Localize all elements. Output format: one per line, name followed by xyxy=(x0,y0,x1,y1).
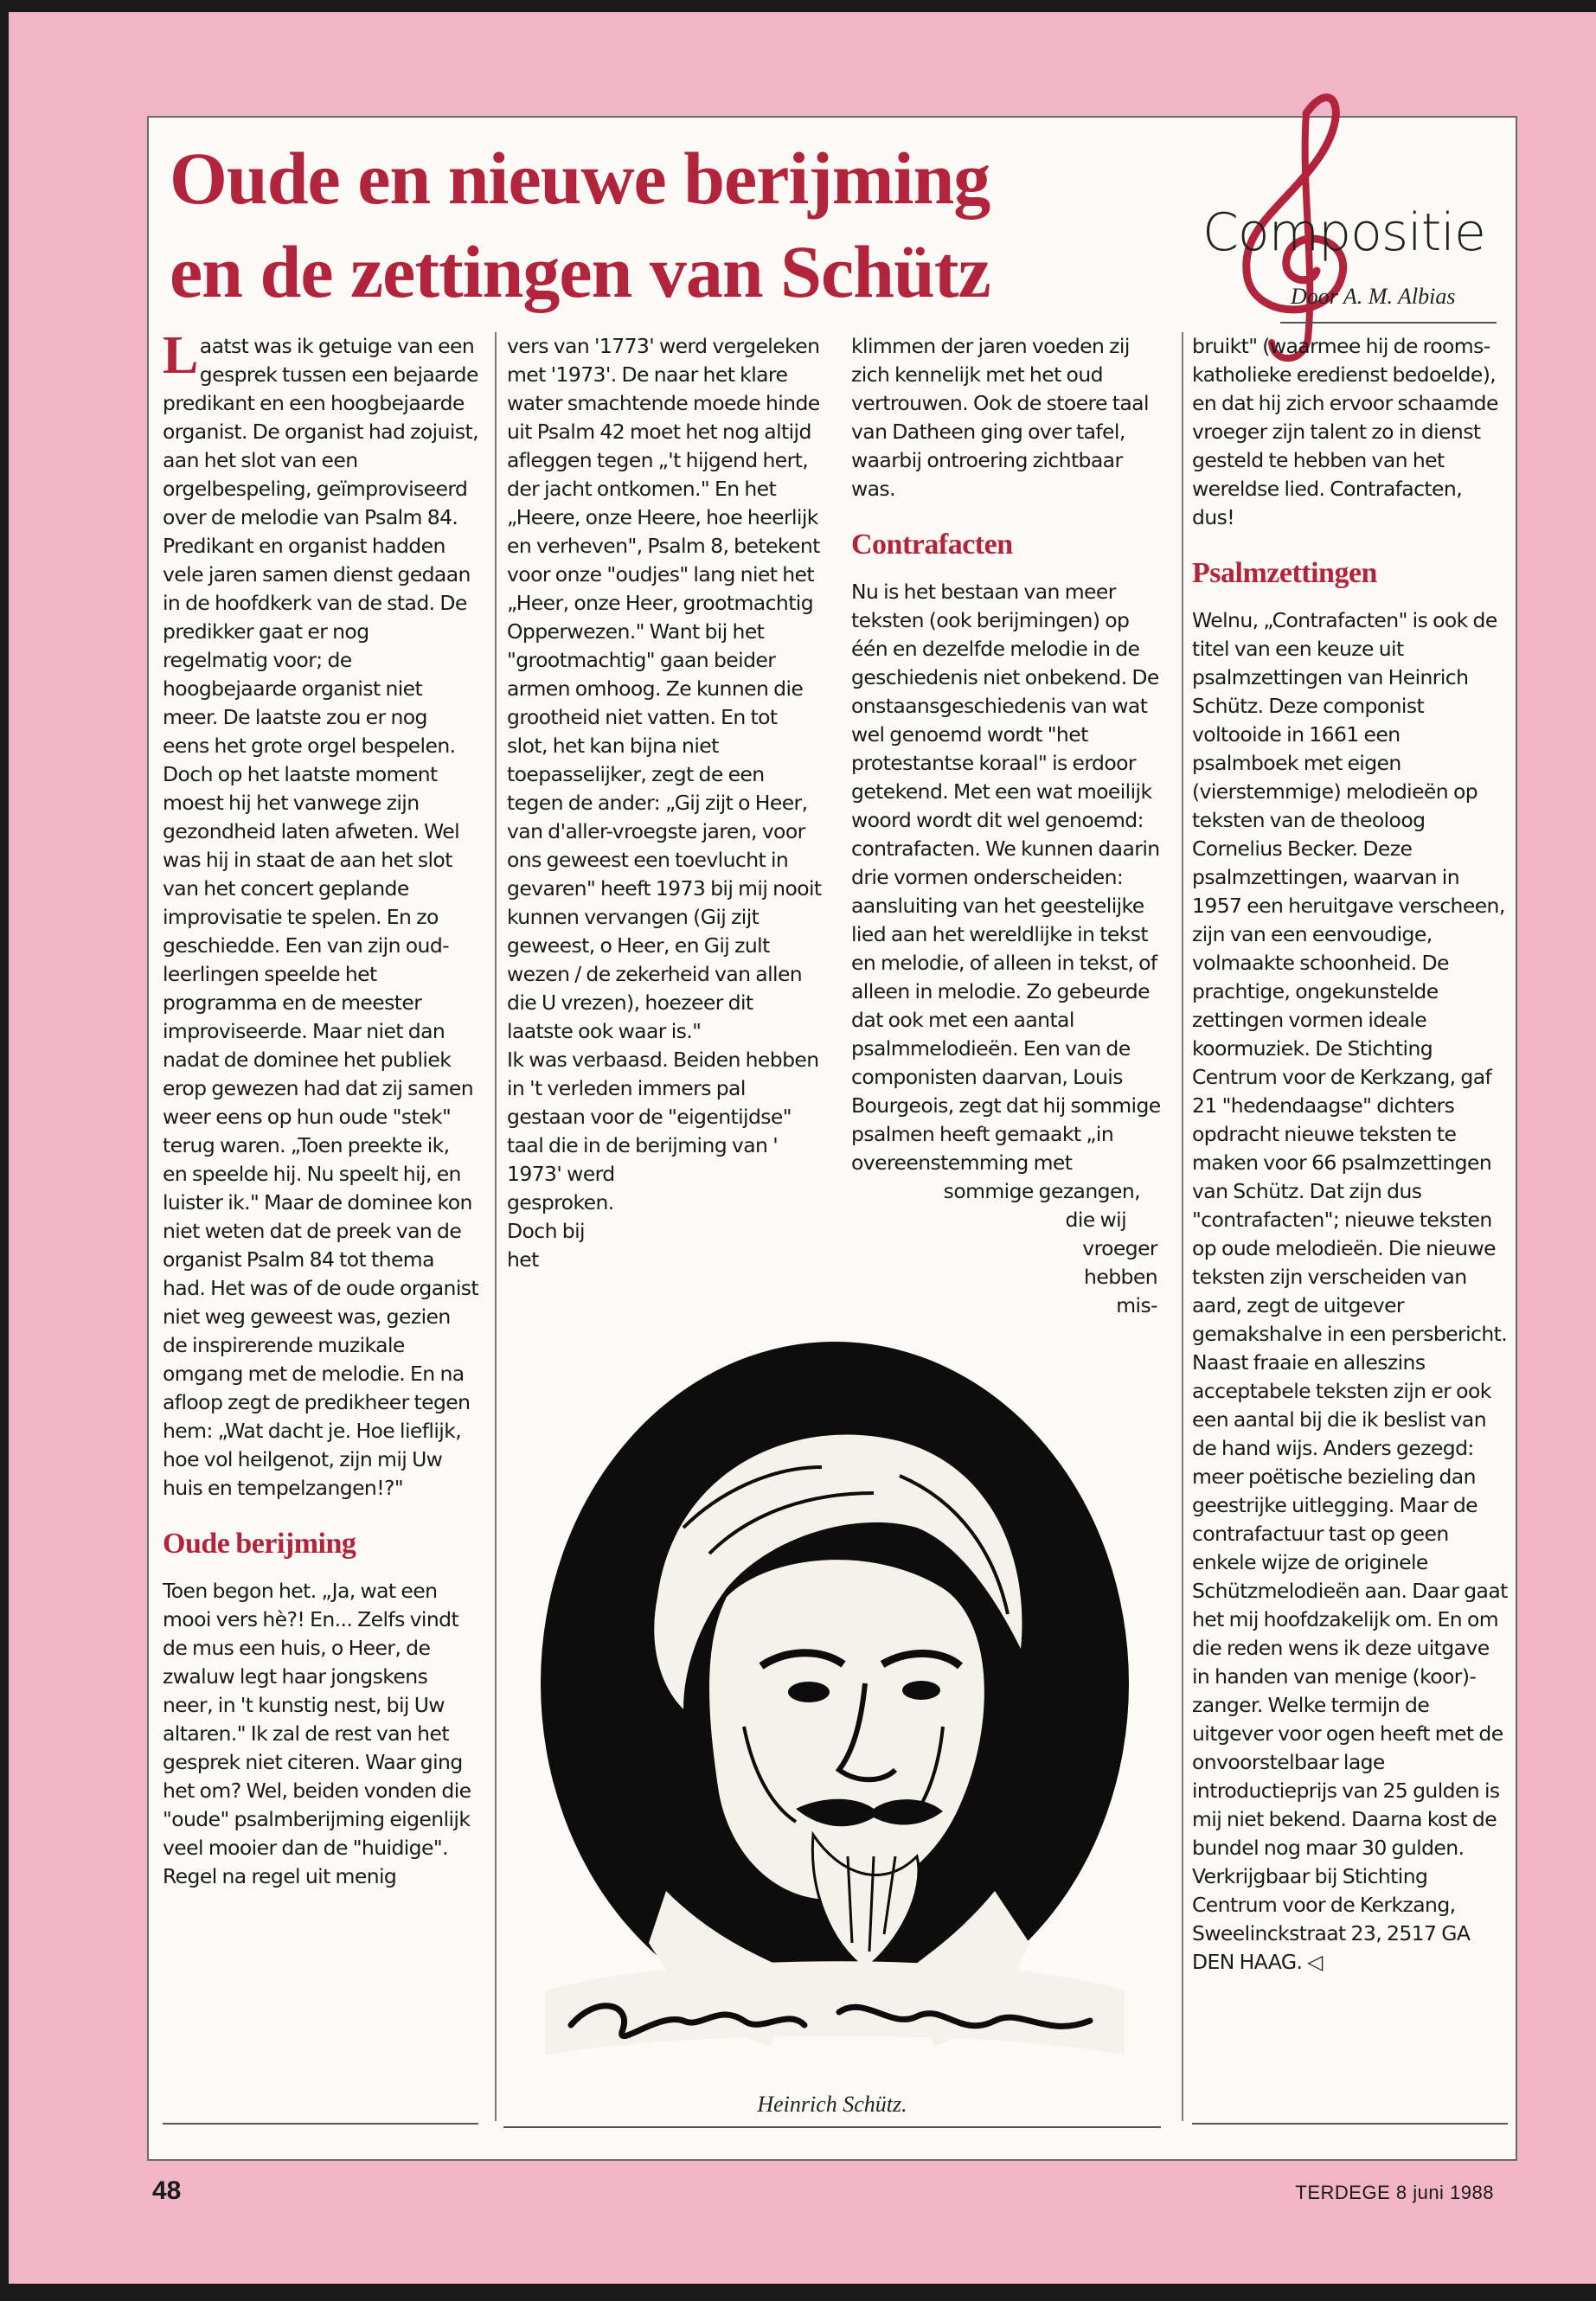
tail-line: het xyxy=(507,1247,539,1272)
intro-text: aatst was ik getuige van een gesprek tussen een bejaarde predikant en een hoogbejaarde organist. De organist had zojuist, aan het slot van een orgelbespeling, geïmproviseerd over de melodie van Psalm 84. Predikant en organist hadden vele jaren samen dienst gedaan in de hoofdkerk van de stad. De predikker gaat er nog regelmatig voor; de hoogbejaarde organist niet meer. De laatste zou er nog eens het grote orgel bespelen. Doch op het laatste moment moest hij het vanwege zijn gezondheid laten afweten. Wel was hij in staat de aan het slot van het concert geplande improvisatie te spelen. En zo geschiedde. Een van zijn oud-leerlingen speelde het programma en de meester improviseerde. Maar niet dan nadat de dominee het publiek erop gewezen had dat zij samen weer eens op hun oude "stek" terug waren. „Toen preekte ik, en speelde hij. Nu speelt hij, en luister ik." Maar de dominee kon niet weten dat de preek van de organist Psalm 84 tot thema had. Het was of de oude organist niet weg geweest was, gezien de inspirerende muzikale omgang met de melodie. En na afloop zegt de predikheer tegen hem: „Wat dacht je. Hoe lieflijk, hoe vol heilgenot, zijn mij Uw huis en tempelzangen!?" xyxy=(163,334,479,1500)
column-4-text: bruikt" (waarmee hij de rooms-katholieke eredienst bedoelde), en dat hij zich ervoor schaamde vroeger zijn talent zo in dienst gesteld te hebben van het wereldse lied. Contrafacten, dus! xyxy=(1192,334,1498,529)
tail-line: Doch bij xyxy=(507,1219,585,1243)
subhead-psalmzettingen: Psalmzettingen xyxy=(1192,557,1377,589)
portrait-caption: Heinrich Schütz. xyxy=(757,2092,907,2117)
intro-paragraph xyxy=(163,326,479,1503)
tail-line: hebben xyxy=(1084,1265,1157,1289)
drop-cap: L xyxy=(163,326,198,385)
article-title xyxy=(170,131,1164,318)
column-2-tail xyxy=(507,1160,823,1274)
tail-line: vroeger xyxy=(1082,1236,1157,1260)
column-divider-1 xyxy=(495,332,497,2121)
article-card xyxy=(147,116,1517,2161)
page-background xyxy=(9,12,1596,2284)
column-2-text: vers van '1773' werd vergeleken met '1973'. De naar het klare water smachtende moede hinde uit Psalm 42 moet het nog altijd afleggen tegen „'t hijgend hert, der jacht ontkomen." En het „Heere, onze Heere, hoe heerlijk en verheven", Psalm 8, betekent voor onze "oudjes" lang niet het „Heer, onze Heer, grootmachtig Opperwezen." Want bij het "grootmachtig" gaan beider armen omhoog. Ze kunnen die grootheid niet vatten. En tot slot, het kan bijna niet toepasselijker, zegt de een tegen de ander: „Gij zijt o Heer, van d'aller-vroegste jaren, voor ons geweest een toevlucht in gevaren" heeft 1973 bij mij nooit kunnen vervangen (Gij zijt geweest, o Heer, en Gij zult wezen / de zekerheid van allen die U vrezen), hoezeer dit laatste ook waar is." xyxy=(507,334,822,1043)
column-divider-3 xyxy=(1182,332,1183,2121)
column-3-text: klimmen der jaren voeden zij zich kennelijk met het oud vertrouwen. Ook de stoere taal van Datheen ging over tafel, waarbij ontroering zichtbaar was. xyxy=(851,334,1149,501)
caption-rule xyxy=(503,2126,1161,2128)
column-3-tail xyxy=(851,1177,1163,1320)
column-1 xyxy=(163,326,479,1891)
column-4 xyxy=(1192,332,1508,1977)
tail-line: sommige gezangen, xyxy=(943,1179,1140,1203)
title-line-1: Oude en nieuwe berijming xyxy=(170,137,990,220)
psalmzettingen-text: Welnu, „Contrafacten" is ook de titel van een keuze uit psalmzettingen van Heinrich Schütz. Deze componist voltooide in 1661 een psalmboek met eigen (vierstemmige) melodieën op teksten van de theoloog Cornelius Becker. Deze psalmzettingen, waarvan in 1957 een heruitgave verscheen, zijn van een eenvoudige, volmaakte schoonheid. De prachtige, ongekunstelde zettingen vormen ideale koormuziek. De Stichting Centrum voor de Kerkzang, gaf 21 "hedendaagse" dichters opdracht nieuwe teksten te maken voor 66 psalmzettingen van Schütz. Dat zijn dus "contrafacten"; nieuwe teksten op oude melodieën. Die nieuwe teksten zijn verscheiden van aard, zegt de uitgever gemakshalve in een persbericht. Naast fraaie en alleszins acceptabele teksten zijn er ook een aantal bij die ik beslist van de hand wijs. Anders gezegd: meer poëtische bezieling dan geestrijke uitlegging. Maar de contrafactuur tast op geen enkele wijze de originele Schützmelodieën aan. Daar gaat het mij hoofdzakelijk om. En om die reden wens ik deze uitgave in handen van menige (koor)-zanger. Welke termijn de uitgever voor ogen heeft met de onvoorstelbaar lage introductieprijs van 25 gulden is mij niet bekend. Daarna kost de bundel nog maar 30 gulden. Verkrijgbaar bij Stichting Centrum voor de Kerkzang, Sweelinckstraat 23, 2517 GA DEN HAAG. ◁ xyxy=(1192,608,1508,1974)
contrafacten-text: Nu is het bestaan van meer teksten (ook berijmingen) op één en dezelfde melodie in de geschiedenis niet onbekend. De onstaansgeschiedenis van wat wel genoemd wordt "het protestantse koraal" is erdoor getekend. Met een wat moeilijk woord wordt dit wel genoemd: contrafacten. We kunnen daarin drie vormen onderscheiden: aansluiting van het geestelijke lied aan het wereldlijke in tekst en melodie, of alleen in tekst, of alleen in melodie. Zo gebeurde dat ook met een aantal psalmmelodieën. Een van de componisten daarvan, Louis Bourgeois, zegt dat hij sommige psalmen heeft gemaakt „in overeenstemming met xyxy=(851,580,1161,1175)
page-number: 48 xyxy=(152,2176,182,2205)
schutz-portrait-image xyxy=(510,1337,1159,2081)
column-2-text-b: Ik was verbaasd. Beiden hebben in 't verleden immers pal gestaan voor de "eigentijdse" taal die in de berijming van ' xyxy=(507,1048,819,1157)
title-line-2: en de zettingen van Schütz xyxy=(170,230,990,313)
byline: Door A. M. Albias xyxy=(1291,284,1456,309)
tail-line: 1973' werd xyxy=(507,1162,615,1186)
subhead-oude-berijming: Oude berijming xyxy=(163,1528,356,1560)
column-4-bottom-rule xyxy=(1192,2123,1508,2125)
column-3 xyxy=(851,332,1163,1320)
issue-label: TERDEGE 8 juni 1988 xyxy=(1295,2182,1494,2203)
oude-berijming-text: Toen begon het. „Ja, wat een mooi vers hè?! En... Zelfs vindt de mus een huis, o Heer, de zwaluw legt haar jongskens neer, in 't kunstig nest, bij Uw altaren." Ik zal de rest van het gesprek niet citeren. Waar ging het om? Wel, beiden vonden die "oude" psalmberijming eigenlijk veel mooier dan de "huidige". Regel na regel uit menig xyxy=(163,1579,471,1888)
byline-rule xyxy=(1280,322,1497,324)
tail-line: gesproken. xyxy=(507,1190,614,1215)
rubric-label: Compositie xyxy=(1202,202,1485,263)
tail-line: mis- xyxy=(1116,1293,1157,1317)
column-1-bottom-rule xyxy=(163,2123,478,2125)
subhead-contrafacten: Contrafacten xyxy=(851,529,1013,561)
tail-line: die wij xyxy=(1065,1208,1126,1232)
column-2 xyxy=(507,332,823,1274)
